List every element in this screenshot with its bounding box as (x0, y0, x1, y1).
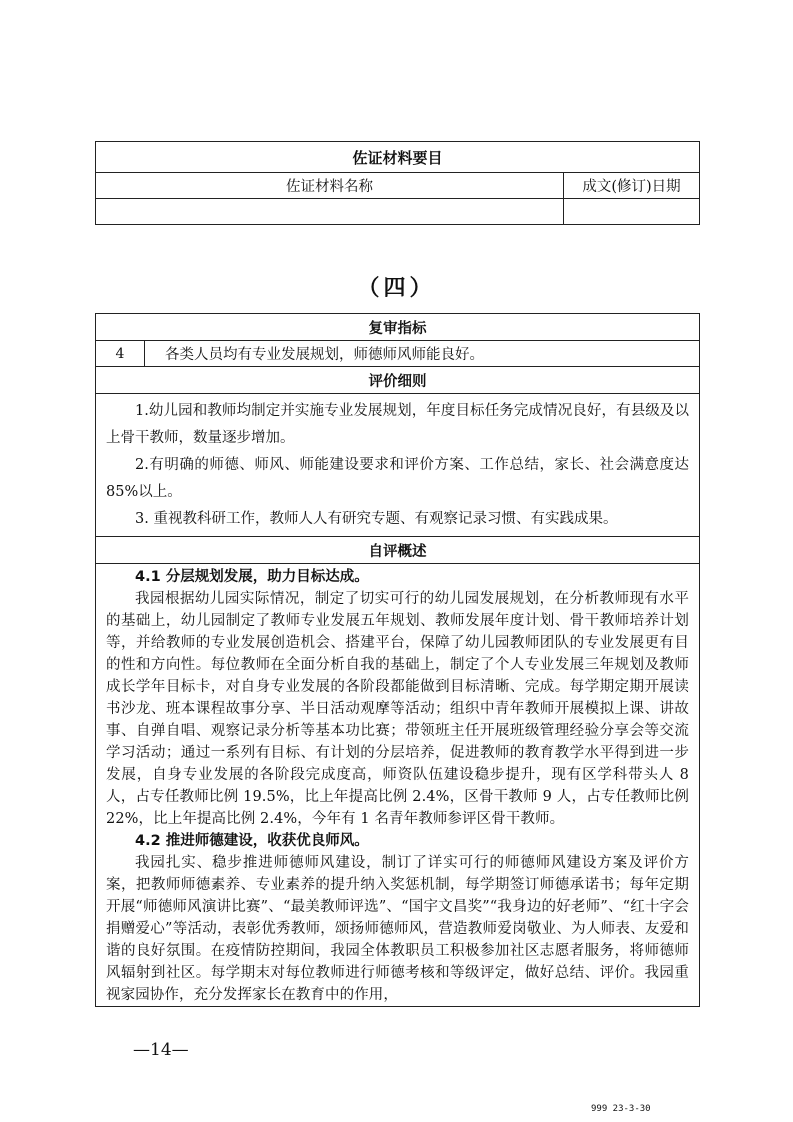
evidence-materials-table (95, 141, 700, 225)
page-number: —14— (133, 1040, 189, 1060)
review-indicator-table (95, 313, 700, 1007)
detail-item: 1.幼儿园和教师均制定并实施专业发展规划，年度目标任务完成情况良好，有县级及以上骨干教师，数量逐步增加。 (106, 403, 689, 446)
evaluation-details (96, 394, 700, 537)
print-stamp: 999 23-3-30 (591, 1104, 651, 1114)
section-4-2-title: 4.2 推进师德建设，收获优良师风。 (135, 833, 369, 849)
section-4-2-text: 我园扎实、稳步推进师德师风建设，制订了详实可行的师德师风建设方案及评价方案，把教师师德素养、专业素养的提升纳入奖惩机制，每学期签订师德承诺书；每年定期开展“师德师风演讲比赛”、“最美教师评选”、“国宇文昌奖”“我身边的好老师”、“红十字会捐赠爱心”等活动，表彰优秀教师，颂扬师德师风，营造教师爱岗敬业、为人师表、友爱和谐的良好氛围。在疫情防控期间，我园全体教职员工积极参加社区志愿者服务，将师德师风辐射到社区。每学期末对每位教师进行师德考核和等级评定，做好总结、评价。我园重视家园协作，充分发挥家长在教育中的作用， (106, 855, 689, 1003)
detail-item: 3. 重视教科研工作，教师人人有研究专题、有观察记录习惯、有实践成果。 (135, 511, 618, 527)
evidence-table-header: 佐证材料要目 (96, 142, 700, 173)
empty-cell (564, 199, 700, 225)
indicator-number: 4 (96, 341, 145, 367)
indicator-text: 各类人员均有专业发展规划，师德师风师能良好。 (145, 341, 700, 367)
evaluation-details-header: 评价细则 (96, 367, 700, 394)
review-indicator-header: 复审指标 (96, 314, 700, 341)
empty-cell (96, 199, 564, 225)
date-column-header: 成文(修订)日期 (564, 173, 700, 199)
self-evaluation-header: 自评概述 (96, 537, 700, 564)
self-evaluation-body (96, 564, 700, 1007)
material-name-column-header: 佐证材料名称 (96, 173, 564, 199)
detail-item: 2.有明确的师德、师风、师能建设要求和评价方案、工作总结，家长、社会满意度达 85%以上。 (106, 457, 689, 500)
section-4-1-title: 4.1 分层规划发展，助力目标达成。 (135, 569, 369, 585)
section-title: （四） (357, 275, 436, 301)
section-4-1-text: 我园根据幼儿园实际情况，制定了切实可行的幼儿园发展规划，在分析教师现有水平的基础上，幼儿园制定了教师专业发展五年规划、教师发展年度计划、骨干教师培养计划等，并给教师的专业发展创造机会、搭建平台，保障了幼儿园教师团队的专业发展更有目的性和方向性。每位教师在全面分析自我的基础上，制定了个人专业发展三年规划及教师成长学年目标卡，对自身专业发展的各阶段都能做到目标清晰、完成。每学期定期开展读书沙龙、班本课程故事分享、半日活动观摩等活动；组织中青年教师开展模拟上课、讲故事、自弹自唱、观察记录分析等基本功比赛；带领班主任开展班级管理经验分享会等交流学习活动；通过一系列有目标、有计划的分层培养，促进教师的教育教学水平得到进一步发展，自身专业发展的各阶段完成度高，师资队伍建设稳步提升，现有区学科带头人 8 人，占专任教师比例 19.5%，比上年提高比例 2.4%，区骨干教师 9 人，占专任教师比例 22%，比上年提高比例 2.4%，今年有 1 名青年教师参评区骨干教师。 (106, 591, 689, 827)
